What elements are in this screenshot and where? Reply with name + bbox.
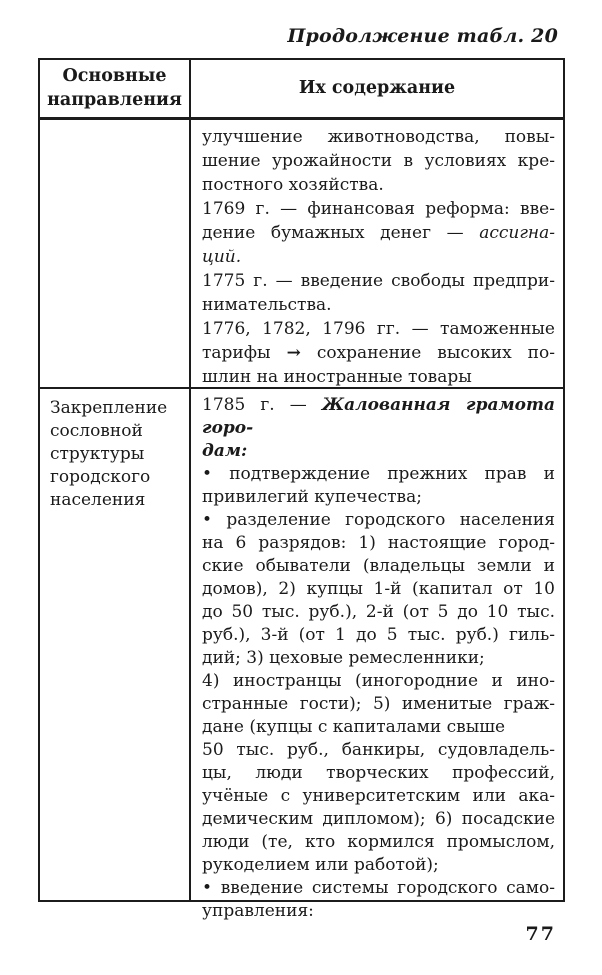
text-segment: структуры [50,444,145,464]
text-line [202,463,555,486]
text-segment: городского [50,467,151,487]
text-segment: шение урожайности в условиях кре- [202,151,555,171]
header-cell-content: Их содержание [191,60,563,120]
text-segment: ские обыватели (владельцы земли и [202,556,555,576]
text-segment: • введение системы городского само- [202,878,555,898]
text-line [202,601,555,624]
header-cell-directions: Основные направления [40,60,191,120]
text-segment: руб.), 3-й (от 1 до 5 тыс. руб.) гиль- [202,625,555,645]
table [38,58,565,921]
text-segment: Закрепление [50,398,168,418]
text-segment: на 6 разрядов: 1) настоящие город- [202,533,555,553]
text-segment: • разделение городского населения [202,510,555,530]
text-line [202,900,555,923]
text-line [202,509,555,532]
text-line [50,420,185,443]
text-line [202,693,555,716]
text-segment: 1776, 1782, 1796 гг. — таможенные [202,319,555,339]
text-segment: → [286,343,301,363]
text-segment: постного хозяйства. [202,175,384,195]
text-line [202,762,555,785]
text-segment: населения [50,490,146,510]
page-number: 77 [525,923,556,945]
text-line [202,854,555,877]
text-segment: шлин на иностранные товары [202,367,472,387]
text-line [202,532,555,555]
text-segment: дане (купцы с капиталами свыше [202,717,506,737]
text-segment: 4) иностранцы (иногородние и ино- [202,671,555,691]
text-line [202,716,555,739]
continuation-label: Продолжение табл. 20 [287,25,558,47]
text-segment: дам: [202,441,248,461]
text-segment: управления: [202,901,314,921]
cell-content-row2 [191,389,563,921]
text-line [202,624,555,647]
text-line [202,173,555,197]
text-line [50,397,185,420]
text-line [202,739,555,762]
text-segment: • подтверждение прежних прав и [202,464,555,484]
text-line [202,877,555,900]
text-line [202,555,555,578]
cell-content-row1 [191,120,563,389]
text-segment: дение бумажных денег — [202,223,480,243]
text-segment: улучшение животноводства, повы- [202,127,555,147]
text-line [202,365,555,389]
text-line [202,245,555,269]
text-segment: до 50 тыс. руб.), 2-й (от 5 до 10 тыс. [202,602,555,622]
text-line [202,221,555,245]
text-segment: 1769 г. — финансовая реформа: вве- [202,199,555,219]
text-segment: 50 тыс. руб., банкиры, судовладель- [202,740,555,760]
text-line [202,785,555,808]
text-line [202,394,555,440]
cell-directions-row1 [40,120,191,389]
text-line [202,317,555,341]
text-line [202,808,555,831]
text-line [202,647,555,670]
text-line [50,466,185,489]
text-segment: привилегий купечества; [202,487,422,507]
text-segment: цы, люди творческих профессий, [202,763,555,783]
text-line [202,197,555,221]
text-line [202,440,555,463]
cell-directions-row2 [40,389,191,900]
text-segment: Жалованная грамота горо- [202,395,556,438]
text-segment: тарифы [202,343,287,363]
text-segment: сословной [50,421,143,441]
text-segment: учёные с университетским или ака- [202,786,555,806]
text-line [202,341,555,365]
text-line [202,269,555,293]
text-segment: ций. [202,247,242,267]
text-segment: рукоделием или работой); [202,855,439,875]
text-line [202,125,555,149]
text-line [202,486,555,509]
text-line [202,149,555,173]
text-segment: сохранение высоких по- [300,343,555,363]
text-line [202,578,555,601]
text-segment: 1775 г. — введение свободы предпри- [202,271,555,291]
text-segment: люди (те, кто кормился промыслом, [202,832,555,852]
text-line [50,489,185,512]
text-segment: странные гости); 5) именитые граж- [202,694,555,714]
text-segment: демическим дипломом); 6) посадские [202,809,555,829]
text-line [50,443,185,466]
text-segment: 1785 г. — [202,395,322,415]
text-segment: домов), 2) купцы 1-й (капитал от 10 [202,579,555,599]
text-line [202,293,555,317]
text-segment: ассигна- [479,223,555,243]
text-line [202,831,555,854]
text-line [202,670,555,693]
text-segment: нимательства. [202,295,332,315]
text-segment: дий; 3) цеховые ремесленники; [202,648,485,668]
